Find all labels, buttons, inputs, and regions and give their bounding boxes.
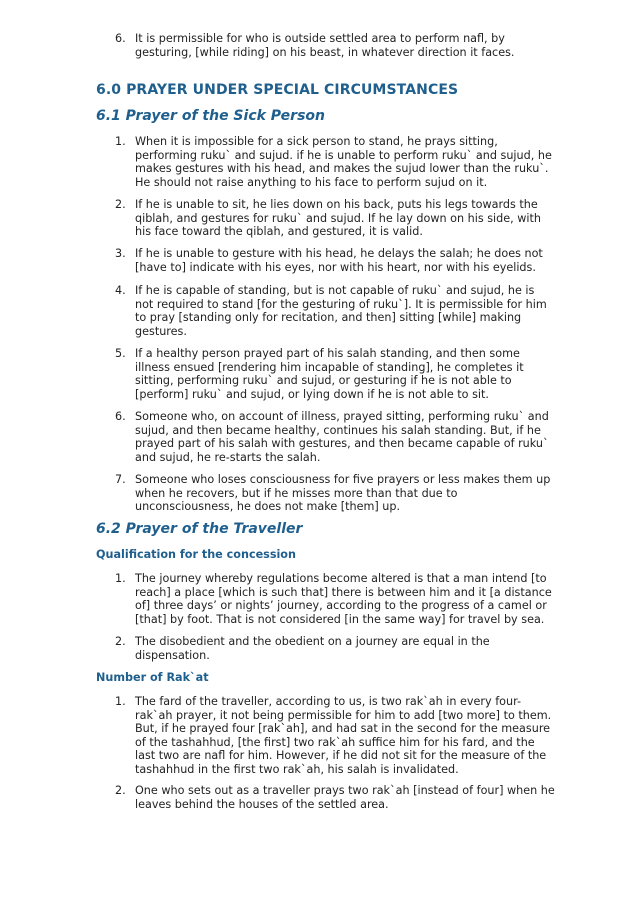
- list-number: 7.: [115, 473, 126, 486]
- list-item: [115, 635, 555, 662]
- list-item: [115, 695, 555, 776]
- list-item: [115, 247, 555, 274]
- list-text: If he is unable to gesture with his head, he delays the salah; he does not [have to] indicate with his eyes, nor with his heart, nor with his eyelids.: [135, 247, 543, 274]
- list-item: [115, 572, 555, 626]
- list-number: 2.: [115, 635, 126, 648]
- list-number: 1.: [115, 572, 126, 585]
- sub-subsection-heading: Number of Rak`at: [96, 671, 209, 684]
- list-text: When it is impossible for a sick person to stand, he prays sitting, performing ruku` and sujud. if he is unable to perform ruku` and sujud, he makes gestures with his head, and makes the sujud lower than the ruku`. He should not raise anything to his face to perform sujud on it.: [135, 135, 552, 189]
- list-number: 1.: [115, 695, 126, 708]
- list-number: 2.: [115, 784, 126, 797]
- list-text: If a healthy person prayed part of his salah standing, and then some illness ensued [rendering him incapable of standing], he completes it sitting, performing ruku` and sujud, or gesturing if he is not able to [perform] ruku` and sujud, or lying down if he is not able to sit.: [135, 347, 524, 401]
- list-item: [115, 198, 555, 239]
- list-item: [115, 135, 555, 189]
- list-item: [115, 410, 555, 464]
- list-item: [115, 784, 555, 811]
- list-number: 1.: [115, 135, 126, 148]
- subsection-heading: 6.1 Prayer of the Sick Person: [96, 108, 326, 124]
- list-text: If he is unable to sit, he lies down on his back, puts his legs towards the qiblah, and gestures for ruku` and sujud. If he lay down on his side, with his face toward the qiblah, and gestured, it is valid.: [135, 198, 541, 238]
- list-text: It is permissible for who is outside settled area to perform nafl, by gesturing, [while riding] on his beast, in whatever direction it faces.: [135, 32, 515, 59]
- list-text: Someone who loses consciousness for five prayers or less makes them up when he recovers, but if he misses more than that due to unconsciousness, he does not make [them] up.: [135, 473, 551, 513]
- sub-subsection-heading: Qualification for the concession: [96, 548, 296, 561]
- list-item: [115, 32, 555, 59]
- list-item: [115, 347, 555, 401]
- list-item: [115, 473, 555, 514]
- list-number: 4.: [115, 284, 126, 297]
- list-text: One who sets out as a traveller prays two rak`ah [instead of four] when he leaves behind the houses of the settled area.: [135, 784, 555, 811]
- list-item: [115, 284, 555, 338]
- subsection-heading: 6.2 Prayer of the Traveller: [96, 521, 303, 537]
- list-text: If he is capable of standing, but is not capable of ruku` and sujud, he is not required to stand [for the gesturing of ruku`]. It is permissible for him to pray [standing only for recitation, and then] sitting [while] making gestures.: [135, 284, 547, 338]
- list-number: 5.: [115, 347, 126, 360]
- list-number: 6.: [115, 410, 126, 423]
- list-number: 6.: [115, 32, 126, 45]
- section-heading: 6.0 PRAYER UNDER SPECIAL CIRCUMSTANCES: [96, 82, 459, 98]
- list-text: The journey whereby regulations become altered is that a man intend [to reach] a place [which is such that] there is between him and it [a distance of] three days’ or nights’ journey, according to the progress of a camel or [that] by foot. That is not considered [in the same way] for travel by sea.: [135, 572, 552, 626]
- list-text: The disobedient and the obedient on a journey are equal in the dispensation.: [135, 635, 490, 662]
- list-text: Someone who, on account of illness, prayed sitting, performing ruku` and sujud, and then became healthy, continues his salah standing. But, if he prayed part of his salah with gestures, and then became capable of ruku` and sujud, he re-starts the salah.: [135, 410, 549, 464]
- list-text: The fard of the traveller, according to us, is two rak`ah in every four-rak`ah prayer, it not being permissible for him to add [two more] to them. But, if he prayed four [rak`ah], and had sat in the second for the measure of the tashahhud, [the first] two rak`ah suffice him for his fard, and the last two are nafl for him. However, if he did not sit for the measure of the tashahhud in the first two rak`ah, his salah is invalidated.: [135, 695, 552, 776]
- list-number: 2.: [115, 198, 126, 211]
- list-number: 3.: [115, 247, 126, 260]
